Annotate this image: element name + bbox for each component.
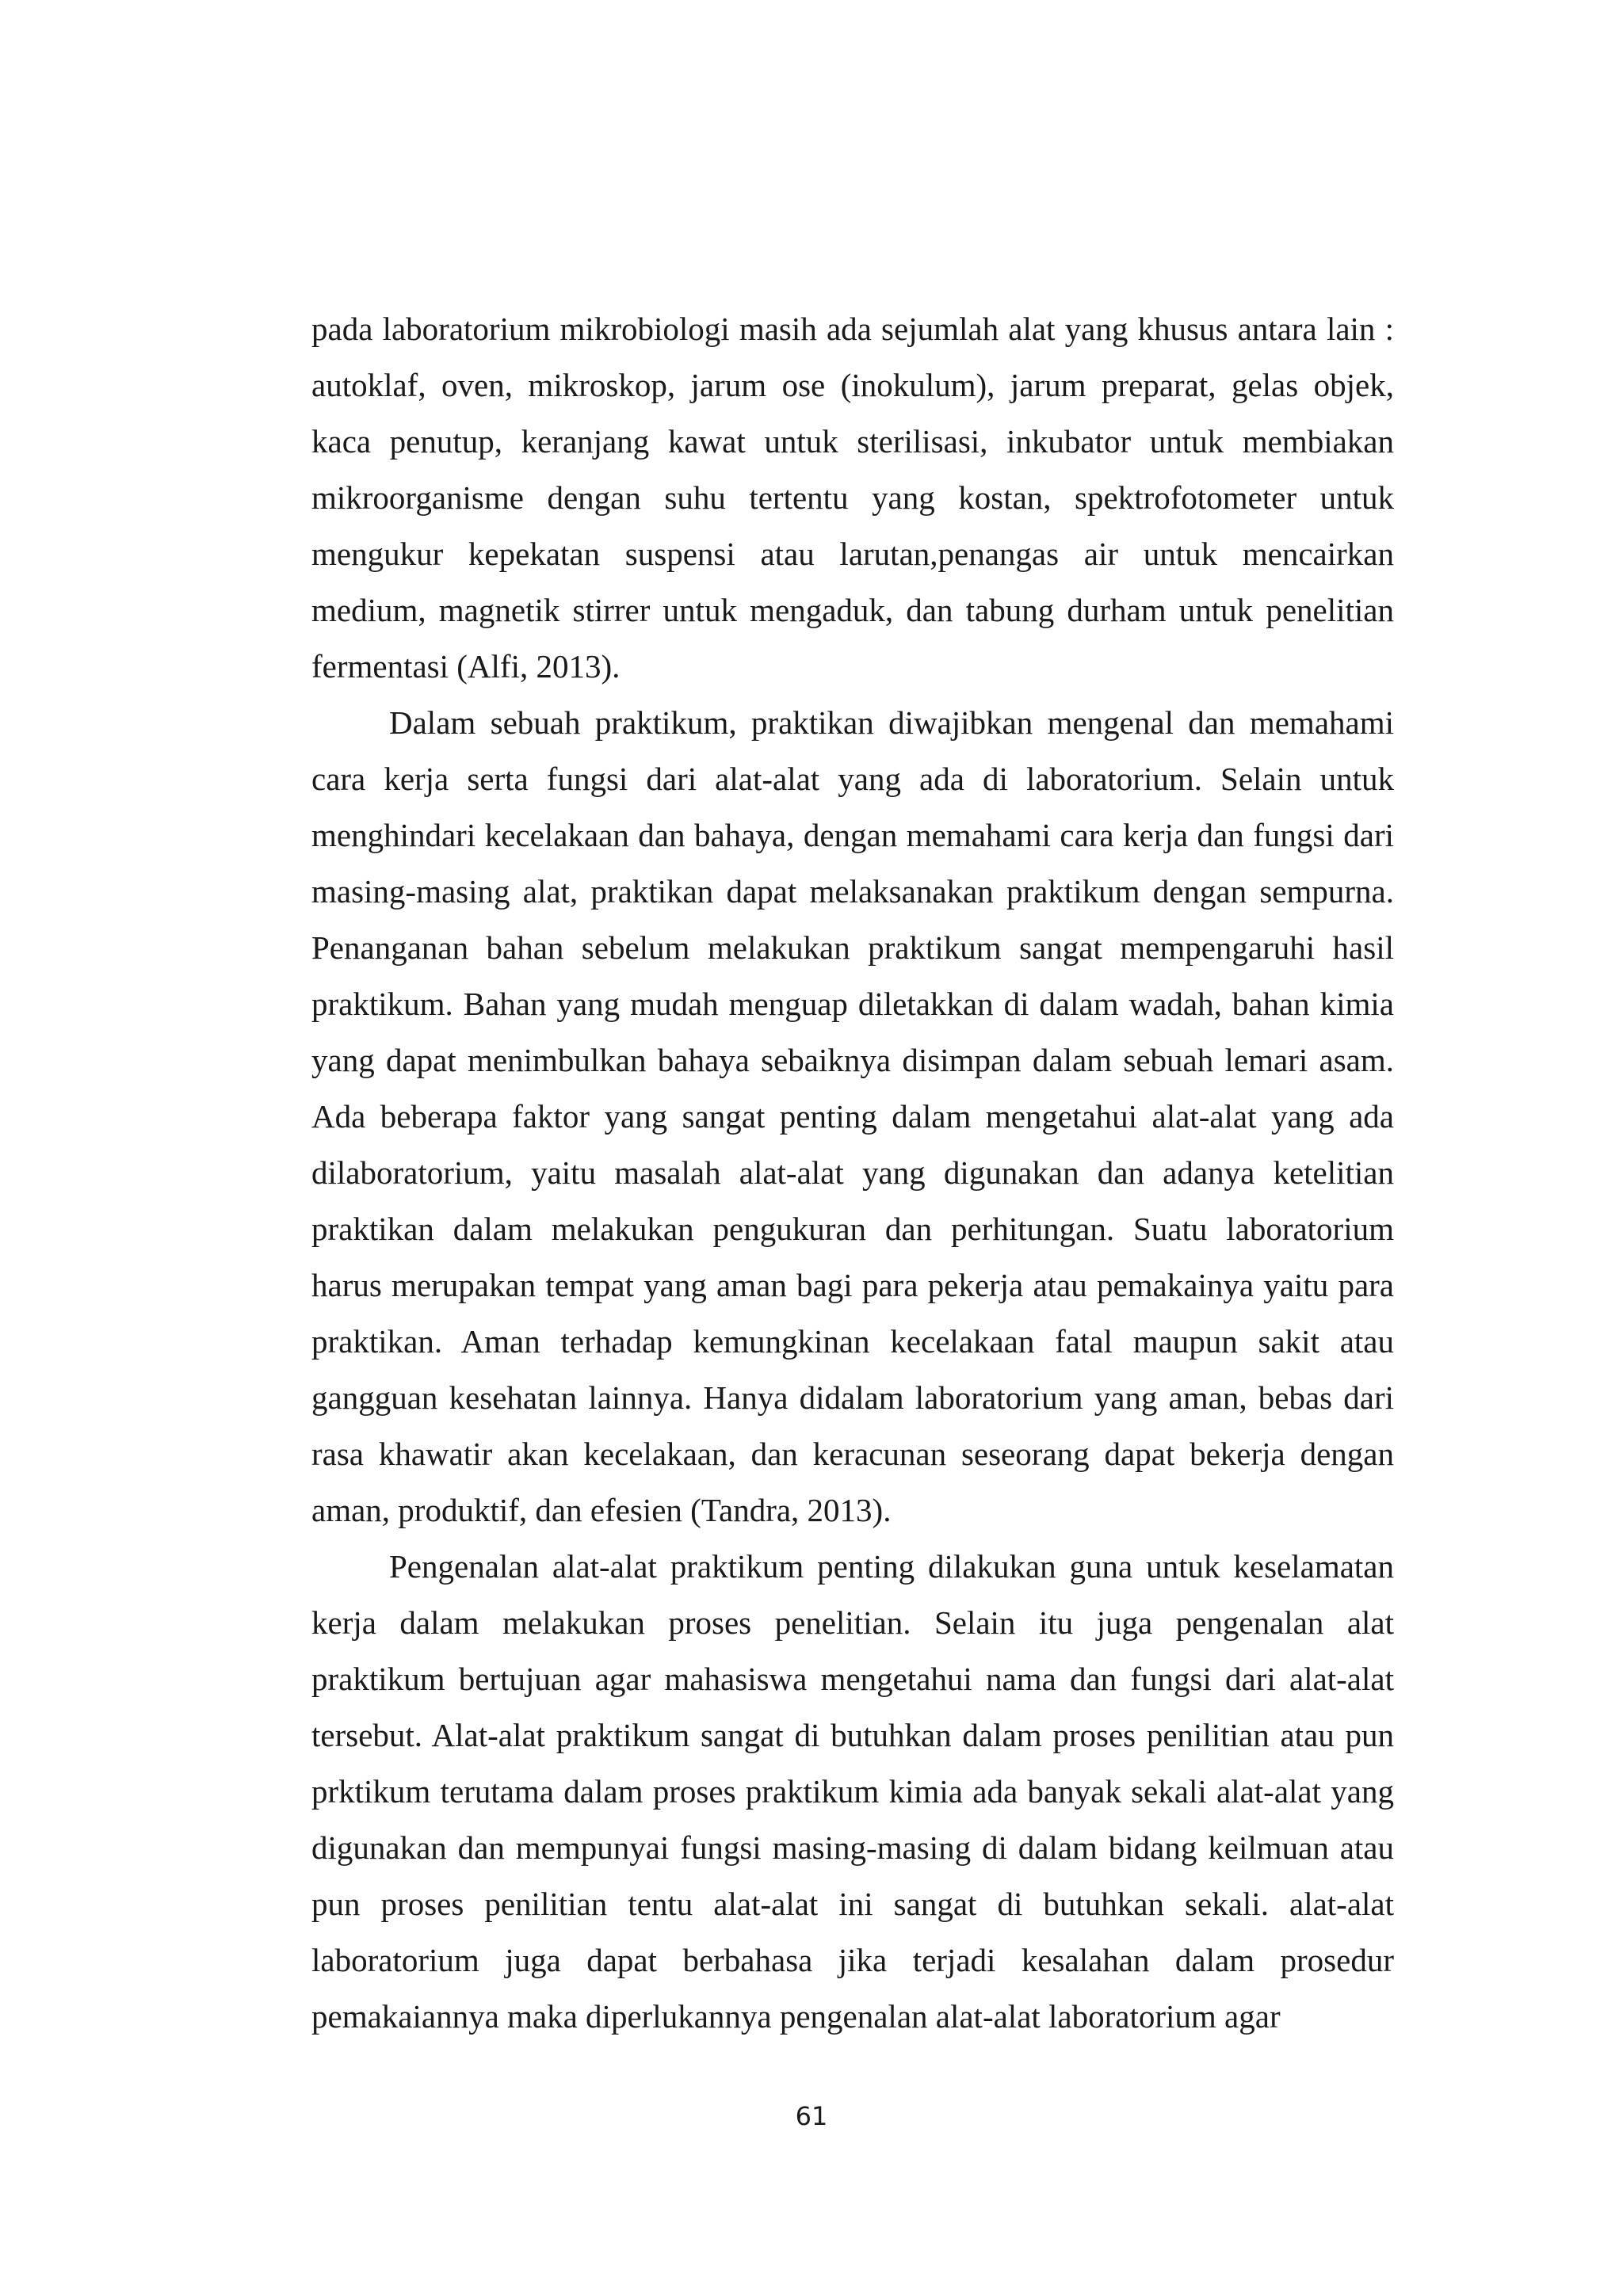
text-line: Pengenalan alat-alat praktikum penting dilakukan guna untuk keselamatan [389, 1548, 1394, 1585]
page-number: 61 [795, 2101, 828, 2131]
text-line: kaca penutup, keranjang kawat untuk sterilisasi, inkubator untuk membiakan [311, 423, 1394, 460]
text-line: cara kerja serta fungsi dari alat-alat yang ada di laboratorium. Selain untuk [311, 761, 1394, 797]
text-line: kerja dalam melakukan proses penelitian. Selain itu juga pengenalan alat [311, 1604, 1394, 1641]
text-line: dilaboratorium, yaitu masalah alat-alat yang digunakan dan adanya ketelitian [311, 1154, 1394, 1191]
text-line: rasa khawatir akan kecelakaan, dan keracunan seseorang dapat bekerja dengan [311, 1436, 1394, 1472]
text-line: menghindari kecelakaan dan bahaya, dengan memahami cara kerja dan fungsi dari [311, 817, 1394, 853]
text-line: medium, magnetik stirrer untuk mengaduk, dan tabung durham untuk penelitian [311, 592, 1394, 628]
text-line: pemakaiannya maka diperlukannya pengenalan alat-alat laboratorium agar [311, 1998, 1281, 2035]
text-line: pun proses penilitian tentu alat-alat ini sangat di butuhkan sekali. alat-alat [311, 1886, 1394, 1922]
text-line: laboratorium juga dapat berbahasa jika terjadi kesalahan dalam prosedur [311, 1942, 1394, 1978]
text-line: mengukur kepekatan suspensi atau larutan,penangas air untuk mencairkan [311, 536, 1394, 572]
text-line: praktikan. Aman terhadap kemungkinan kecelakaan fatal maupun sakit atau [311, 1323, 1394, 1360]
text-line: Penanganan bahan sebelum melakukan praktikum sangat mempengaruhi hasil [311, 929, 1394, 966]
text-line: prktikum terutama dalam proses praktikum kimia ada banyak sekali alat-alat yang [311, 1773, 1394, 1810]
text-line: yang dapat menimbulkan bahaya sebaiknya disimpan dalam sebuah lemari asam. [311, 1042, 1394, 1078]
text-line: autoklaf, oven, mikroskop, jarum ose (inokulum), jarum preparat, gelas objek, [311, 367, 1394, 403]
text-line: gangguan kesehatan lainnya. Hanya didalam laboratorium yang aman, bebas dari [311, 1379, 1394, 1416]
text-line: fermentasi (Alfi, 2013). [311, 648, 621, 685]
text-line: aman, produktif, dan efesien (Tandra, 2013). [311, 1492, 892, 1528]
text-line: Ada beberapa faktor yang sangat penting dalam mengetahui alat-alat yang ada [311, 1098, 1394, 1135]
paragraph [311, 301, 1394, 695]
text-line: digunakan dan mempunyai fungsi masing-masing di dalam bidang keilmuan atau [311, 1829, 1394, 1866]
paragraph [311, 1539, 1394, 2045]
text-line: Dalam sebuah praktikum, praktikan diwajibkan mengenal dan memahami [389, 704, 1394, 741]
paragraph [311, 695, 1394, 1539]
text-line: tersebut. Alat-alat praktikum sangat di butuhkan dalam proses penilitian atau pun [311, 1717, 1394, 1753]
text-line: praktikum bertujuan agar mahasiswa mengetahui nama dan fungsi dari alat-alat [311, 1661, 1394, 1697]
text-line: mikroorganisme dengan suhu tertentu yang kostan, spektrofotometer untuk [311, 479, 1394, 516]
text-line: praktikan dalam melakukan pengukuran dan perhitungan. Suatu laboratorium [311, 1211, 1394, 1247]
text-line: harus merupakan tempat yang aman bagi para pekerja atau pemakainya yaitu para [311, 1267, 1394, 1303]
text-line: masing-masing alat, praktikan dapat melaksanakan praktikum dengan sempurna. [311, 873, 1394, 910]
text-line: pada laboratorium mikrobiologi masih ada sejumlah alat yang khusus antara lain : [311, 311, 1394, 347]
body-text [311, 301, 1394, 2045]
text-line: praktikum. Bahan yang mudah menguap diletakkan di dalam wadah, bahan kimia [311, 986, 1394, 1022]
